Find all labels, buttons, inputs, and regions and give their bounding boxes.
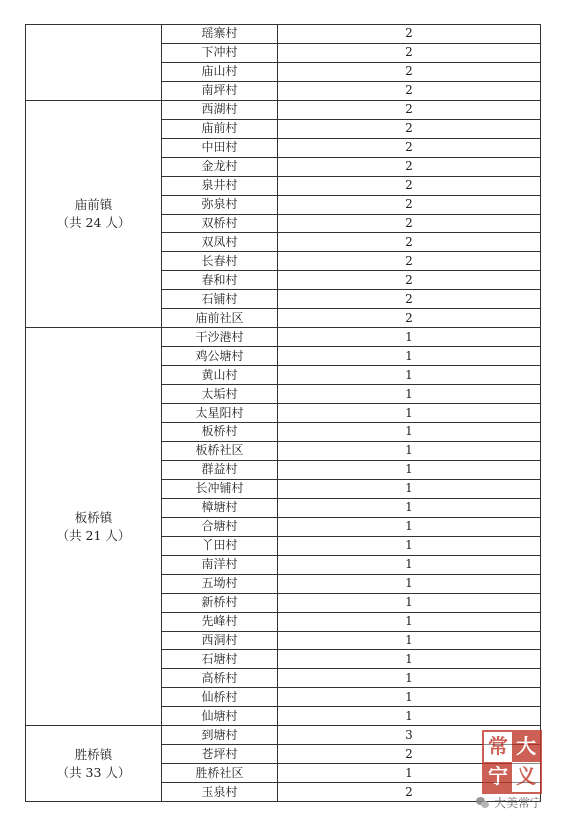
quota-number: 2 xyxy=(278,25,541,44)
quota-number: 1 xyxy=(278,555,541,574)
village-name: 南洋村 xyxy=(162,555,278,574)
village-name: 中田村 xyxy=(162,138,278,157)
village-name: 弥泉村 xyxy=(162,195,278,214)
village-name: 石塘村 xyxy=(162,650,278,669)
quota-number: 2 xyxy=(278,252,541,271)
village-name: 庙前社区 xyxy=(162,309,278,328)
table-row xyxy=(26,25,541,44)
table-row xyxy=(26,100,541,119)
quota-number: 1 xyxy=(278,574,541,593)
quota-number: 1 xyxy=(278,669,541,688)
quota-number: 1 xyxy=(278,593,541,612)
village-name: 西湖村 xyxy=(162,100,278,119)
seal-char: 宁 xyxy=(484,762,512,792)
village-name: 石铺村 xyxy=(162,290,278,309)
quota-number: 1 xyxy=(278,631,541,650)
quota-number: 2 xyxy=(278,100,541,119)
quota-number: 1 xyxy=(278,460,541,479)
village-name: 板桥社区 xyxy=(162,441,278,460)
quota-number: 2 xyxy=(278,62,541,81)
quota-number: 1 xyxy=(278,347,541,366)
village-name: 黄山村 xyxy=(162,366,278,385)
town-cell xyxy=(26,100,162,327)
village-name: 丫田村 xyxy=(162,536,278,555)
village-name: 板桥村 xyxy=(162,423,278,442)
quota-number: 1 xyxy=(278,479,541,498)
village-name: 玉泉村 xyxy=(162,783,278,802)
quota-number: 2 xyxy=(278,195,541,214)
village-name: 春和村 xyxy=(162,271,278,290)
quota-number: 1 xyxy=(278,366,541,385)
table-row xyxy=(26,726,541,745)
town-name: 庙前镇 xyxy=(74,197,113,213)
village-name: 庙山村 xyxy=(162,62,278,81)
village-name: 樟塘村 xyxy=(162,498,278,517)
town-count: （共 33 人） xyxy=(56,764,131,780)
quota-number: 2 xyxy=(278,233,541,252)
town-cell xyxy=(26,726,162,802)
quota-number: 3 xyxy=(278,726,541,745)
village-name: 仙桥村 xyxy=(162,688,278,707)
village-name: 合塘村 xyxy=(162,517,278,536)
village-name: 五坳村 xyxy=(162,574,278,593)
quota-number: 1 xyxy=(278,328,541,347)
quota-number: 1 xyxy=(278,385,541,404)
seal-char: 大 xyxy=(512,732,540,762)
quota-number: 1 xyxy=(278,707,541,726)
watermark-text: 大美常宁 xyxy=(494,796,543,810)
quota-number: 2 xyxy=(278,214,541,233)
table-row xyxy=(26,328,541,347)
town-cell xyxy=(26,25,162,101)
quota-number: 2 xyxy=(278,271,541,290)
seal-char: 义 xyxy=(516,764,536,788)
village-name: 太垢村 xyxy=(162,385,278,404)
village-name: 苍坪村 xyxy=(162,745,278,764)
village-name: 太星阳村 xyxy=(162,404,278,423)
town-name: 胜桥镇 xyxy=(74,746,113,762)
quota-number: 1 xyxy=(278,517,541,536)
watermark xyxy=(476,794,542,811)
village-name: 胜桥社区 xyxy=(162,764,278,783)
village-name: 高桥村 xyxy=(162,669,278,688)
quota-number: 1 xyxy=(278,764,541,783)
town-cell xyxy=(26,328,162,726)
quota-number: 2 xyxy=(278,745,541,764)
village-name: 到塘村 xyxy=(162,726,278,745)
quota-number: 1 xyxy=(278,441,541,460)
quota-number: 2 xyxy=(278,81,541,100)
seal-stamp xyxy=(482,730,542,794)
village-name: 干沙港村 xyxy=(162,328,278,347)
village-name: 双桥村 xyxy=(162,214,278,233)
village-name: 鸡公塘村 xyxy=(162,347,278,366)
quota-number: 1 xyxy=(278,404,541,423)
village-name: 下冲村 xyxy=(162,43,278,62)
wechat-icon xyxy=(476,797,490,809)
quota-number: 2 xyxy=(278,783,541,802)
quota-number: 2 xyxy=(278,43,541,62)
village-name: 新桥村 xyxy=(162,593,278,612)
quota-number: 2 xyxy=(278,309,541,328)
seal-char: 常 xyxy=(488,734,508,758)
quota-number: 1 xyxy=(278,612,541,631)
village-name: 仙塘村 xyxy=(162,707,278,726)
quota-number: 2 xyxy=(278,290,541,309)
quota-number: 2 xyxy=(278,176,541,195)
village-name: 双凤村 xyxy=(162,233,278,252)
quota-number: 1 xyxy=(278,423,541,442)
village-name: 西洞村 xyxy=(162,631,278,650)
quota-number: 1 xyxy=(278,498,541,517)
village-name: 先峰村 xyxy=(162,612,278,631)
town-count: （共 21 人） xyxy=(56,527,131,543)
town-count: （共 24 人） xyxy=(56,215,131,231)
quota-number: 2 xyxy=(278,157,541,176)
village-allocation-table xyxy=(25,24,541,802)
village-name: 长冲铺村 xyxy=(162,479,278,498)
village-name: 泉井村 xyxy=(162,176,278,195)
quota-number: 2 xyxy=(278,138,541,157)
quota-number: 1 xyxy=(278,688,541,707)
village-name: 瑶寨村 xyxy=(162,25,278,44)
quota-number: 2 xyxy=(278,119,541,138)
village-name: 庙前村 xyxy=(162,119,278,138)
quota-number: 1 xyxy=(278,650,541,669)
village-name: 长春村 xyxy=(162,252,278,271)
village-name: 金龙村 xyxy=(162,157,278,176)
town-name: 板桥镇 xyxy=(74,509,113,525)
village-name: 南坪村 xyxy=(162,81,278,100)
quota-number: 1 xyxy=(278,536,541,555)
village-name: 群益村 xyxy=(162,460,278,479)
